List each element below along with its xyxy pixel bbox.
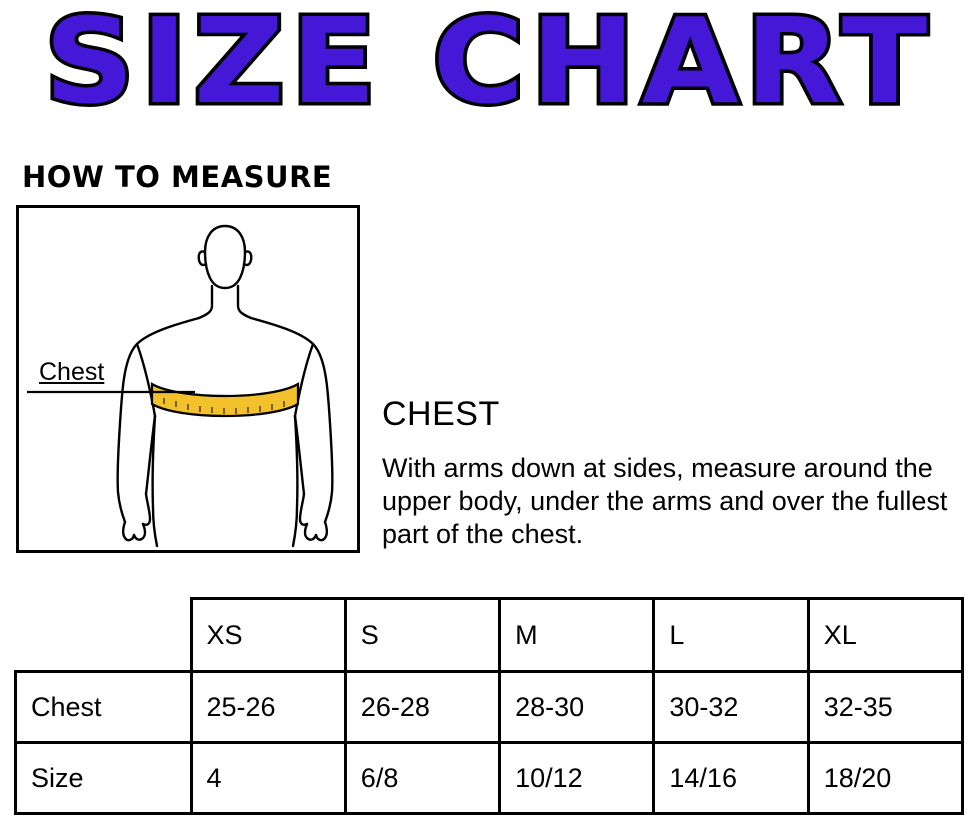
row-label-size: Size	[16, 743, 192, 814]
page-title: SIZE CHART	[44, 0, 934, 130]
size-table	[14, 597, 964, 815]
cell-size-s: 6/8	[345, 743, 499, 814]
tape-measure-icon	[152, 384, 298, 416]
table-header-l: L	[654, 599, 808, 672]
table-header-xl: XL	[808, 599, 962, 672]
table-header-s: S	[345, 599, 499, 672]
table-row	[16, 672, 963, 743]
table-header-row	[16, 599, 963, 672]
how-to-measure-heading: HOW TO MEASURE	[22, 160, 333, 194]
cell-chest-m: 28-30	[500, 672, 654, 743]
cell-size-m: 10/12	[500, 743, 654, 814]
description-body: With arms down at sides, measure around the upper body, under the arms and over the fullest part of the chest.	[382, 453, 948, 549]
table-row	[16, 743, 963, 814]
cell-size-xs: 4	[191, 743, 345, 814]
cell-chest-l: 30-32	[654, 672, 808, 743]
description-heading: CHEST	[382, 395, 500, 433]
cell-size-xl: 18/20	[808, 743, 962, 814]
row-label-chest: Chest	[16, 672, 192, 743]
cell-size-l: 14/16	[654, 743, 808, 814]
chest-measure-label: Chest	[36, 358, 107, 387]
table-header-m: M	[500, 599, 654, 672]
cell-chest-xs: 25-26	[191, 672, 345, 743]
table-header-xs: XS	[191, 599, 345, 672]
cell-chest-xl: 32-35	[808, 672, 962, 743]
table-corner-cell	[16, 599, 192, 672]
cell-chest-s: 26-28	[345, 672, 499, 743]
